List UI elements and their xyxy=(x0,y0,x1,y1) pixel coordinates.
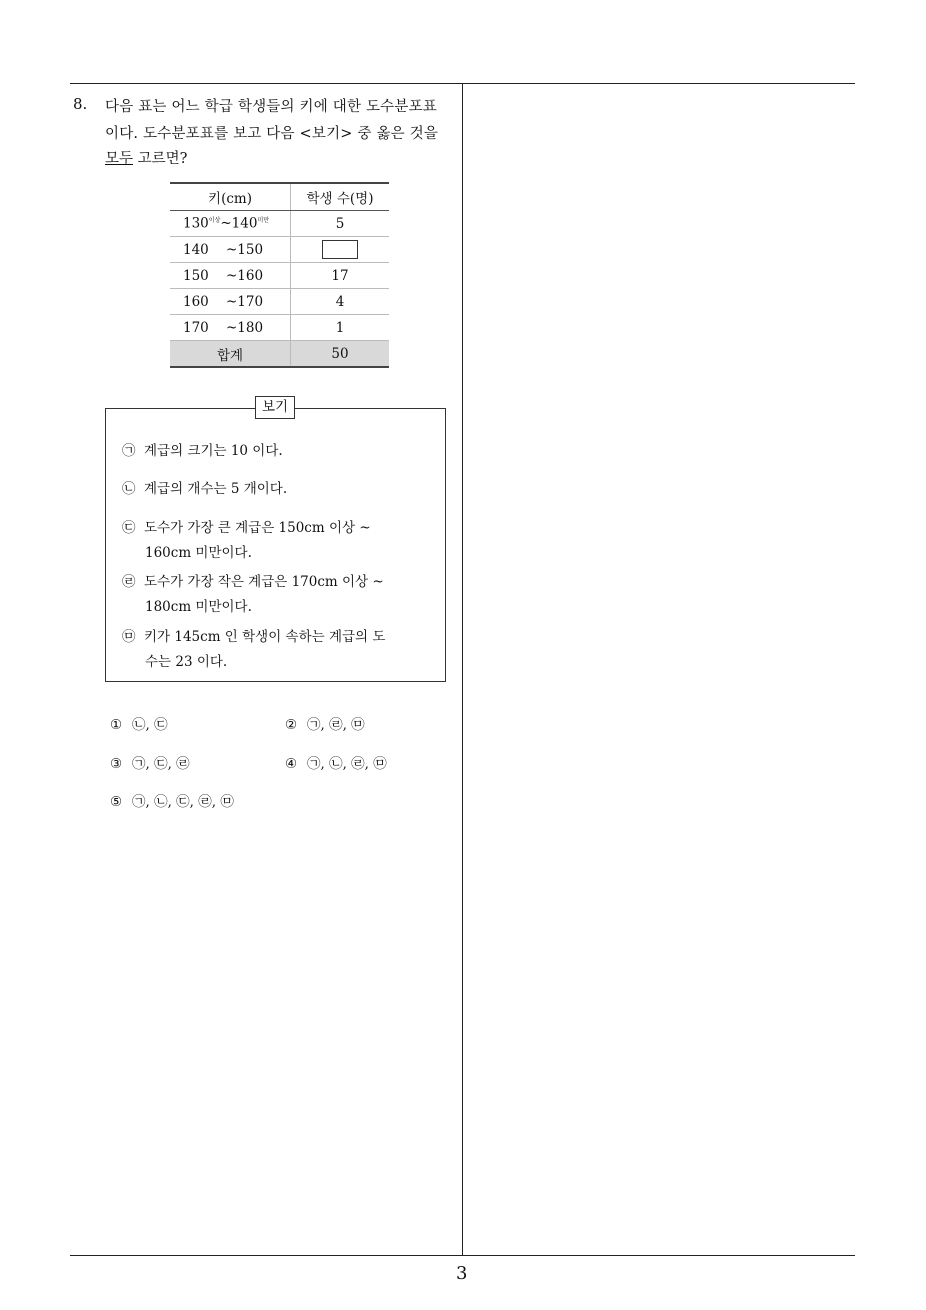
bogi-item xyxy=(122,515,371,541)
range-from: 160 xyxy=(183,293,209,310)
class-count xyxy=(291,237,390,263)
choice-number: ⑤ xyxy=(110,794,123,810)
range-from: 140 xyxy=(183,241,209,258)
bogi-item xyxy=(122,438,283,464)
total-label: 합계 xyxy=(170,341,291,368)
table-row xyxy=(170,237,389,263)
bogi-item xyxy=(122,476,287,502)
bogi-item xyxy=(122,569,384,595)
range-from: 130 xyxy=(183,215,209,232)
total-value: 50 xyxy=(291,341,390,368)
question-number: 8. xyxy=(73,95,88,113)
bogi-mark: ㉠ xyxy=(122,443,136,459)
question-text-line-2: 이다. 도수분포표를 보고 다음 <보기> 중 옳은 것을 xyxy=(105,126,439,142)
choice-text: ㉡, ㉢ xyxy=(132,717,168,733)
bogi-item-continuation: 수는 23 이다. xyxy=(145,654,228,670)
bogi-mark: ㉢ xyxy=(122,520,136,536)
choice-number: ② xyxy=(285,717,298,733)
table-row xyxy=(170,211,389,237)
answer-choice-5[interactable] xyxy=(110,790,234,810)
bogi-item xyxy=(122,624,385,650)
answer-choice-4[interactable] xyxy=(285,752,387,772)
range-to-sup: 미만 xyxy=(257,217,270,225)
bogi-mark: ㉡ xyxy=(122,481,136,497)
range-to: ~140 xyxy=(220,215,258,232)
choice-number: ③ xyxy=(110,756,123,772)
blank-answer-box xyxy=(322,240,358,259)
choice-number: ① xyxy=(110,717,123,733)
choice-number: ④ xyxy=(285,756,298,772)
class-count: 17 xyxy=(291,263,390,289)
table-row xyxy=(170,263,389,289)
class-count: 1 xyxy=(291,315,390,341)
answer-choice-1[interactable] xyxy=(110,713,168,733)
class-range xyxy=(170,211,291,237)
class-count: 5 xyxy=(291,211,390,237)
bogi-item-text: 도수가 가장 작은 계급은 170cm 이상 ~ xyxy=(144,574,384,590)
range-to: ~150 xyxy=(225,241,264,258)
bogi-item-text: 계급의 개수는 5 개이다. xyxy=(144,481,288,497)
question-text-rest: 고르면? xyxy=(133,151,188,167)
bogi-item-text: 도수가 가장 큰 계급은 150cm 이상 ~ xyxy=(144,520,371,536)
answer-choice-2[interactable] xyxy=(285,713,365,733)
answer-choice-3[interactable] xyxy=(110,752,190,772)
question-text-line-3 xyxy=(105,147,187,168)
range-from: 170 xyxy=(183,319,209,336)
class-count: 4 xyxy=(291,289,390,315)
header-height: 키(cm) xyxy=(170,183,291,211)
choice-text: ㉠, ㉣, ㉤ xyxy=(307,717,365,733)
class-range xyxy=(170,263,291,289)
header-student-count: 학생 수(명) xyxy=(291,183,390,211)
range-to: ~170 xyxy=(225,293,264,310)
bogi-item-text: 키가 145cm 인 학생이 속하는 계급의 도 xyxy=(144,629,386,645)
table-header-row xyxy=(170,183,389,211)
class-range xyxy=(170,289,291,315)
column-divider xyxy=(462,83,463,1256)
choice-text: ㉠, ㉡, ㉣, ㉤ xyxy=(307,756,387,772)
choice-text: ㉠, ㉡, ㉢, ㉣, ㉤ xyxy=(132,794,234,810)
class-range xyxy=(170,315,291,341)
bogi-mark: ㉤ xyxy=(122,629,136,645)
bogi-title: 보기 xyxy=(255,396,295,419)
page-number: 3 xyxy=(456,1263,468,1284)
range-to: ~180 xyxy=(225,319,264,336)
range-from: 150 xyxy=(183,267,209,284)
choice-text: ㉠, ㉢, ㉣ xyxy=(132,756,190,772)
bogi-mark: ㉣ xyxy=(122,574,136,590)
bogi-item-continuation: 160cm 미만이다. xyxy=(145,545,252,561)
underlined-word: 모두 xyxy=(105,151,134,167)
question-text-line-1: 다음 표는 어느 학급 학생들의 키에 대한 도수분포표 xyxy=(105,99,438,115)
bogi-item-continuation: 180cm 미만이다. xyxy=(145,599,252,615)
range-to: ~160 xyxy=(225,267,264,284)
table-total-row xyxy=(170,341,389,368)
table-row xyxy=(170,289,389,315)
frequency-table xyxy=(170,182,389,368)
class-range xyxy=(170,237,291,263)
bogi-item-text: 계급의 크기는 10 이다. xyxy=(144,443,283,459)
table-row xyxy=(170,315,389,341)
range-from-sup: 이상 xyxy=(208,217,221,225)
